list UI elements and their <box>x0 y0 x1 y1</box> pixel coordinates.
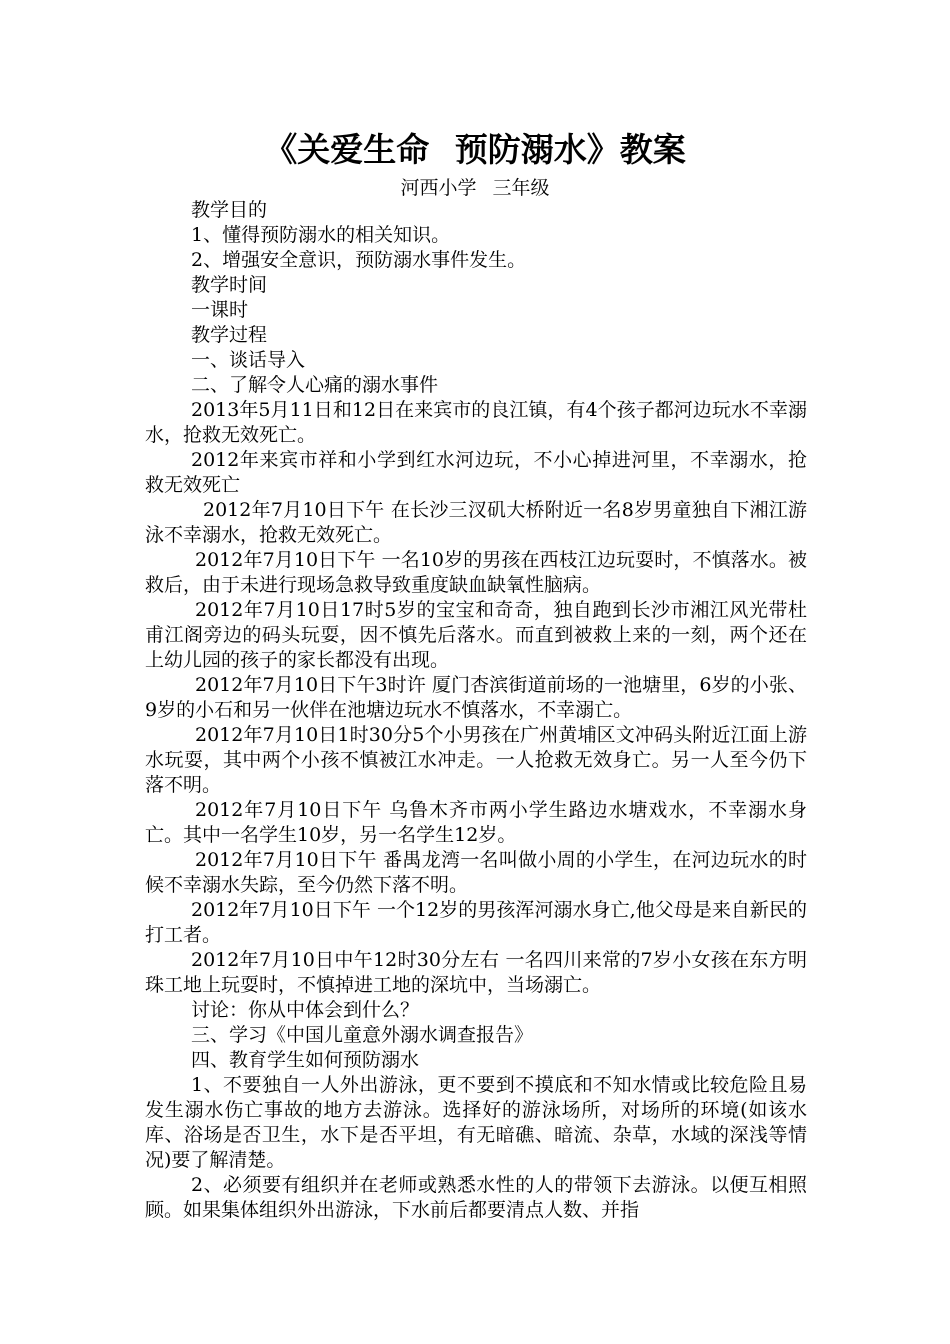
discussion-prompt: 讨论：你从中体会到什么？ <box>191 999 420 1021</box>
process-step-2: 二、了解令人心痛的溺水事件 <box>191 374 439 396</box>
document-subtitle: 河西小学 三年级 <box>400 177 550 199</box>
teaching-time-value: 一课时 <box>191 299 249 321</box>
document-body <box>145 198 807 1223</box>
heading-teaching-time: 教学时间 <box>191 274 268 296</box>
document-title: 《关爱生命 预防溺水》教案 <box>264 130 686 169</box>
incident-paragraph: 2012年7月10日下午 一个12岁的男孩浑河溺水身亡,他父母是来自新民的打工者。 <box>145 899 807 946</box>
process-step-1: 一、谈话导入 <box>191 349 306 371</box>
incident-paragraph: 2012年来宾市祥和小学到红水河边玩，不小心掉进河里，不幸溺水，抢救无效死亡 <box>145 449 807 496</box>
incident-paragraph: 2012年7月10日下午 乌鲁木齐市两小学生路边水塘戏水，不幸溺水身亡。其中一名学生10岁，另一名学生12岁。 <box>145 799 807 846</box>
goal-item-1: 1、懂得预防溺水的相关知识。 <box>191 224 451 246</box>
prevention-item-1: 1、不要独自一人外出游泳，更不要到不摸底和不知水情或比较危险且易发生溺水伤亡事故的地方去游泳。选择好的游泳场所，对场所的环境(如该水库、浴场是否卫生，水下是否平坦，有无暗礁、暗流、杂草，水域的深浅等情况)要了解清楚。 <box>145 1074 807 1171</box>
incident-paragraph: 2012年7月10日下午 一名10岁的男孩在西枝江边玩耍时，不慎落水。被救后，由于未进行现场急救导致重度缺血缺氧性脑病。 <box>145 549 807 596</box>
incident-paragraph: 2012年7月10日1时30分5个小男孩在广州黄埔区文冲码头附近江面上游水玩耍，其中两个小孩不慎被江水冲走。一人抢救无效身亡。另一人至今仍下落不明。 <box>145 724 807 796</box>
heading-teaching-process: 教学过程 <box>191 324 268 346</box>
incident-paragraph: 2012年7月10日下午 在长沙三汊矶大桥附近一名8岁男童独自下湘江游泳不幸溺水，抢救无效死亡。 <box>145 499 807 546</box>
incident-paragraph: 2012年7月10日17时5岁的宝宝和奇奇，独自跑到长沙市湘江风光带杜甫江阁旁边的码头玩耍，因不慎先后落水。而直到被救上来的一刻，两个还在上幼儿园的孩子的家长都没有出现。 <box>145 599 807 671</box>
incident-paragraph: 2012年7月10日下午 番禺龙湾一名叫做小周的小学生，在河边玩水的时候不幸溺水失踪，至今仍然下落不明。 <box>145 849 807 896</box>
heading-teaching-goal: 教学目的 <box>191 199 268 221</box>
incident-paragraph: 2012年7月10日中午12时30分左右 一名四川来常的7岁小女孩在东方明珠工地上玩耍时，不慎掉进工地的深坑中，当场溺亡。 <box>145 949 807 996</box>
process-step-4: 四、教育学生如何预防溺水 <box>191 1049 420 1071</box>
process-step-3: 三、学习《中国儿童意外溺水调查报告》 <box>191 1024 534 1046</box>
prevention-item-2: 2、必须要有组织并在老师或熟悉水性的人的带领下去游泳。以便互相照顾。如果集体组织外出游泳，下水前后都要清点人数、并指 <box>145 1174 807 1221</box>
goal-item-2: 2、增强安全意识，预防溺水事件发生。 <box>191 249 527 271</box>
incident-paragraph: 2012年7月10日下午3时许 厦门杏滨街道前场的一池塘里，6岁的小张、9岁的小石和另一伙伴在池塘边玩水不慎落水，不幸溺亡。 <box>145 674 807 721</box>
incident-paragraph: 2013年5月11日和12日在来宾市的良江镇，有4个孩子都河边玩水不幸溺水，抢救无效死亡。 <box>145 399 807 446</box>
